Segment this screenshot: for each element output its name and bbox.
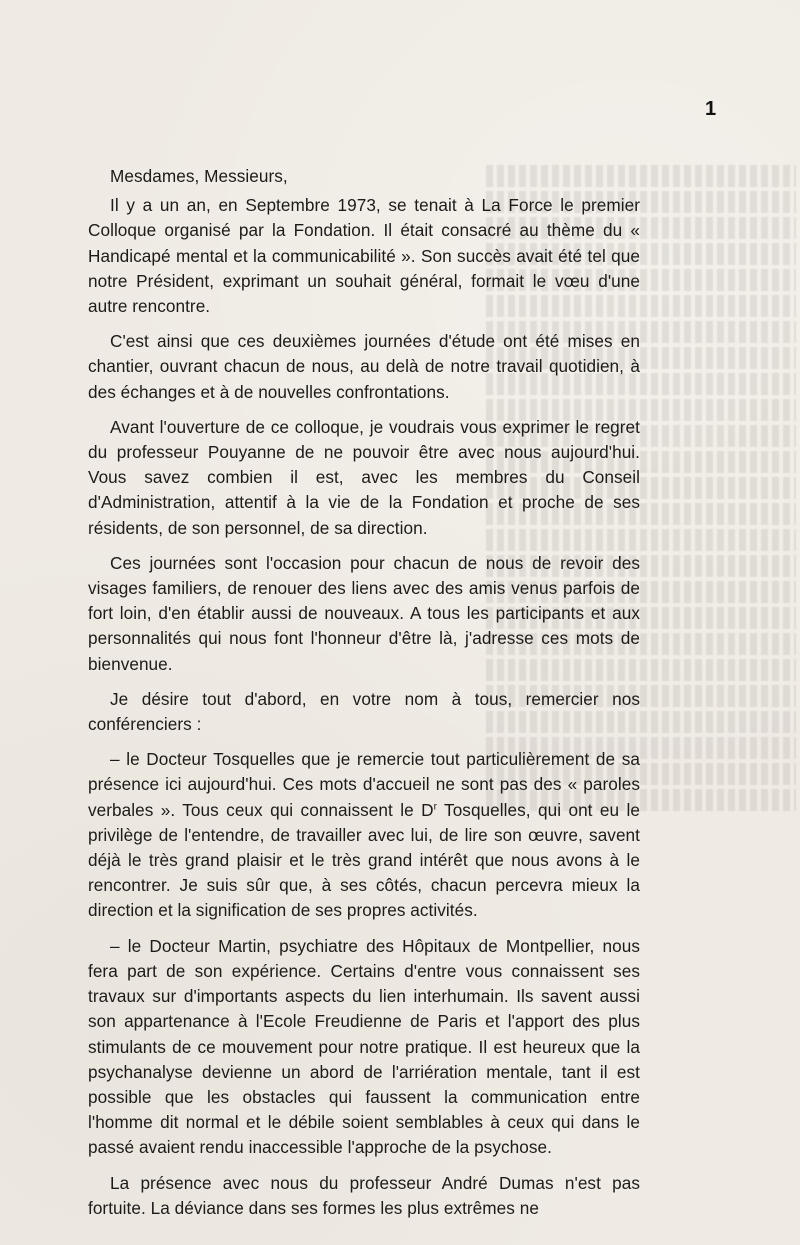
paragraph-tosquelles: [88, 747, 640, 923]
letter-body: [88, 164, 640, 1221]
salutation: Mesdames, Messieurs,: [110, 166, 288, 186]
doctor-abbreviation-superscript: r: [433, 800, 437, 812]
paragraph-dumas: La présence avec nous du professeur André Dumas n'est pas fortuite. La déviance dans ses formes les plus extrêmes ne: [88, 1172, 640, 1218]
tosquelles-text-end: Tosquelles, qui ont eu le privilège de l'entendre, de travailler avec lui, de lire son œuvre, savent déjà le très grand plaisir et le très grand intérêt que nous avons à le rencontrer. Je suis sûr que, à ses côtés, chacun percevra mieux la direction et la signification de ses propres activités.: [88, 799, 640, 921]
paragraph-colloque-history: Il y a un an, en Septembre 1973, se tenait à La Force le premier Colloque organisé par la Fondation. Il était consacré au thème du « Handicapé mental et la communicabilité ». Son succès avait été tel que notre Président, exprimant un souhait général, formait le vœu d'une autre rencontre.: [88, 195, 640, 317]
paragraph-study-days: C'est ainsi que ces deuxièmes journées d'étude ont été mises en chantier, ouvrant chacun de nous, au delà de notre travail quotidien, à des échanges et à de nouvelles confrontations.: [88, 331, 640, 402]
paragraph-welcome: Ces journées sont l'occasion pour chacun de nous de revoir des visages familiers, de renouer des liens avec des amis venus parfois de fort loin, d'en établir aussi de nouveaux. A tous les participants et aux personnalités qui nous font l'honneur d'être là, j'adresse ces mots de bienvenue.: [88, 552, 640, 674]
paragraph-thanks-intro: Je désire tout d'abord, en votre nom à tous, remercier nos conférenciers :: [88, 688, 640, 735]
paragraph-martin: – le Docteur Martin, psychiatre des Hôpitaux de Montpellier, nous fera part de son expérience. Certains d'entre vous connaissent ses travaux sur d'importants aspects du lien interhumain. Ils savent aussi son appartenance à l'Ecole Freudienne de Paris et l'apport des plus stimulants de ce mouvement pour notre pratique. Il est heureux que la psychanalyse devienne un abord de l'arriération mentale, tant il est possible que les obstacles qui faussent la communication entre l'homme dit normal et le débile soient semblables à ceux qui dans le passé avaient rendu inaccessible l'approche de la psychose.: [88, 935, 640, 1158]
page-number: 1: [705, 98, 717, 120]
paragraph-professor-absence: Avant l'ouverture de ce colloque, je voudrais vous exprimer le regret du professeur Pouyanne de ne pouvoir être avec nous aujourd'hui. Vous savez combien il est, avec les membres du Conseil d'Administration, attentif à la vie de la Fondation et proche de ses résidents, de son personnel, de sa direction.: [88, 416, 640, 538]
tosquelles-text-start: – le Docteur Tosquelles que je remercie tout particulièrement de sa présence ici aujourd'hui. Ces mots d'accueil ne sont pas des « paroles verbales ». Tous ceux qui connaissent le D: [88, 749, 640, 820]
